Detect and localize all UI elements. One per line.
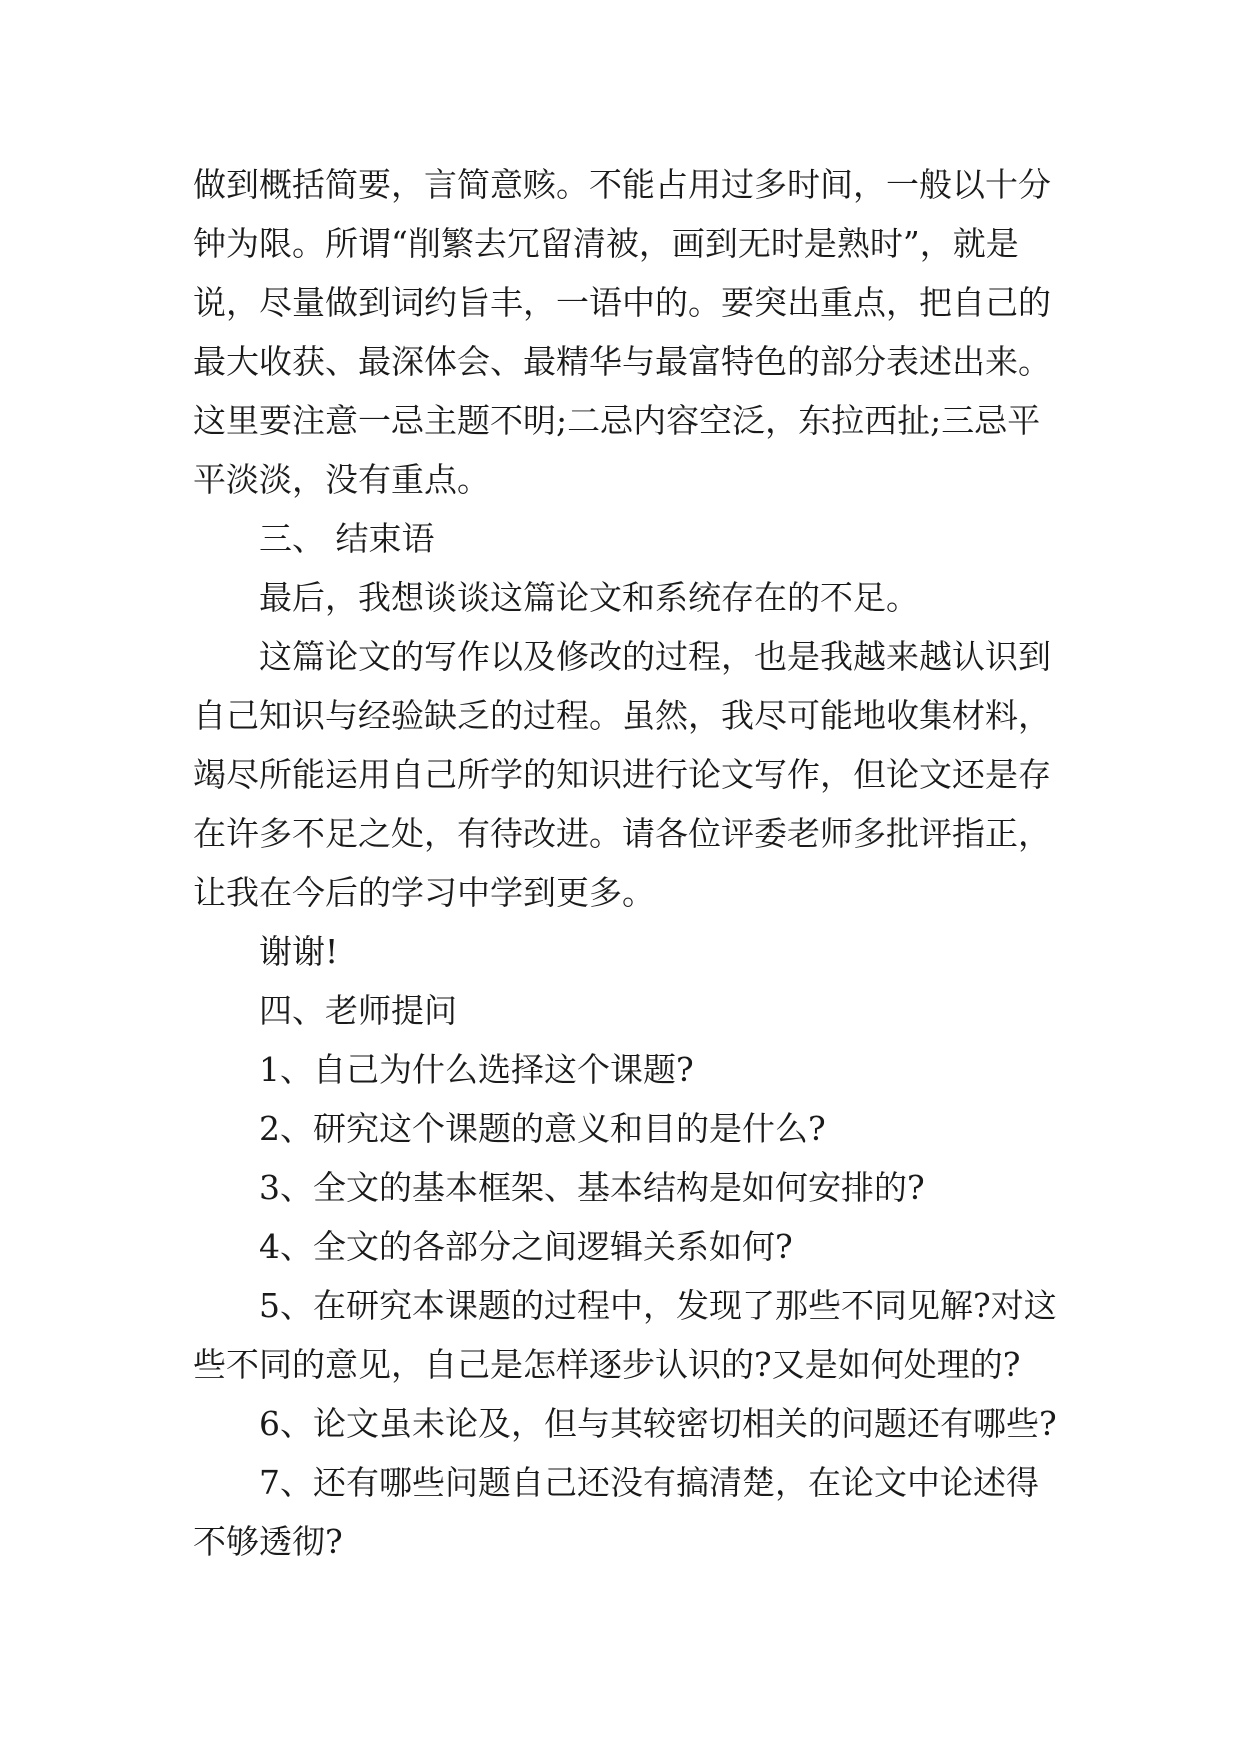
question-item-continuation: 不够透彻?	[193, 1522, 343, 1561]
text-line: 说，尽量做到词约旨丰，一语中的。要突出重点，把自己的	[193, 283, 1051, 322]
text-line: 这篇论文的写作以及修改的过程，也是我越来越认识到	[259, 637, 1051, 676]
text-line: 竭尽所能运用自己所学的知识进行论文写作，但论文还是存	[193, 755, 1051, 794]
text-line: 钟为限。所谓“削繁去冗留清被，画到无时是熟时”，就是	[193, 224, 1019, 263]
text-line: 让我在今后的学习中学到更多。	[193, 873, 655, 912]
text-line: 自己知识与经验缺乏的过程。虽然，我尽可能地收集材料，	[193, 696, 1051, 735]
question-item: 5、在研究本课题的过程中，发现了那些不同见解?对这	[259, 1286, 1057, 1325]
text-line: 在许多不足之处，有待改进。请各位评委老师多批评指正，	[193, 814, 1051, 853]
question-item: 7、还有哪些问题自己还没有搞清楚，在论文中论述得	[259, 1463, 1039, 1502]
text-line: 最大收获、最深体会、最精华与最富特色的部分表述出来。	[193, 342, 1051, 381]
section-heading: 三、 结束语	[259, 519, 435, 558]
question-item: 3、全文的基本框架、基本结构是如何安排的?	[259, 1168, 925, 1207]
text-line: 做到概括简要，言简意赅。不能占用过多时间，一般以十分	[193, 165, 1051, 204]
text-line: 平淡淡，没有重点。	[193, 460, 490, 499]
text-line: 这里要注意一忌主题不明;二忌内容空泛，东拉西扯;三忌平	[193, 401, 1041, 440]
text-line: 谢谢!	[259, 932, 339, 971]
section-heading: 四、老师提问	[259, 991, 457, 1030]
text-line: 最后，我想谈谈这篇论文和系统存在的不足。	[259, 578, 919, 617]
question-item: 1、自己为什么选择这个课题?	[259, 1050, 694, 1089]
question-item: 6、论文虽未论及，但与其较密切相关的问题还有哪些?	[259, 1404, 1057, 1443]
question-item: 4、全文的各部分之间逻辑关系如何?	[259, 1227, 793, 1266]
question-item: 2、研究这个课题的意义和目的是什么?	[259, 1109, 826, 1148]
question-item-continuation: 些不同的意见，自己是怎样逐步认识的?又是如何处理的?	[193, 1345, 1021, 1384]
document-body	[193, 155, 1073, 1571]
